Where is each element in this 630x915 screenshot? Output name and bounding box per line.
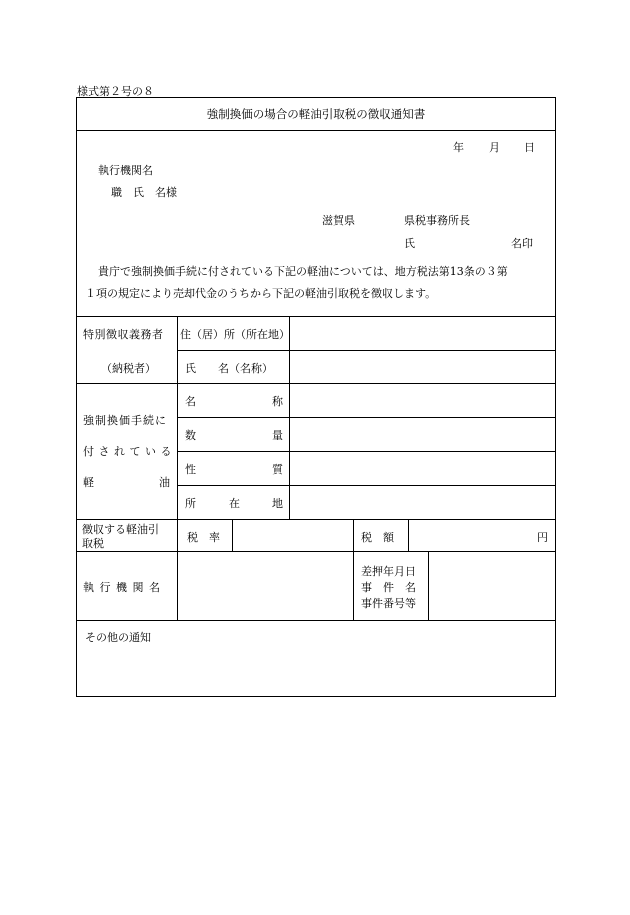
divider [289,316,290,519]
oil-name-left: 名 [185,395,196,408]
oil-location-mid: 在 [229,497,240,510]
oil-section-line-1: 強制換価手続に [83,414,167,427]
date-year: 年 [453,141,464,154]
oil-section-line-2: 付されている [83,445,176,458]
document-title: 強制換価の場合の軽油引取税の徴収通知書 [206,107,426,121]
divider [353,519,354,620]
divider [177,485,556,486]
divider [76,620,556,621]
sender-prefecture: 滋賀県 [322,214,355,227]
name-label: 氏 名（名称） [185,362,273,375]
yen-unit: 円 [537,531,548,544]
oil-qty-left: 数 [185,429,196,442]
collect-label-line-2: 取税 [82,537,104,550]
divider [232,519,233,551]
sender-office: 県税事務所長 [404,214,470,227]
addressee-org: 執行機関名 [98,164,153,177]
addressee-person: 職 氏 名様 [111,186,177,199]
sender-seal: 名印 [511,237,533,250]
tax-rate-label: 税 率 [187,531,220,544]
address-label: 住（居）所（所在地） [180,328,290,341]
divider [428,551,429,620]
case-label-line-1: 差押年月日 [361,565,416,578]
oil-section-line-3b: 油 [159,476,170,489]
agency-label: 執 行 機 関 名 [83,581,161,594]
collect-label-line-1: 徴収する軽油引 [82,523,159,536]
divider [76,383,556,384]
divider [76,519,556,520]
divider [177,417,556,418]
oil-quality-right: 質 [272,463,283,476]
case-label-line-3: 事件番号等 [361,597,416,610]
body-line-1: 貴庁で強制換価手続に付されている下記の軽油については、地方税法第13条の３第 [98,265,508,278]
oil-location-right: 地 [272,497,283,510]
sender-name-label: 氏 [404,237,415,250]
divider [76,316,556,317]
divider [177,316,178,620]
form-number: 様式第２号の８ [77,85,154,98]
date-month: 月 [489,141,500,154]
body-line-2: １項の規定により売却代金のうちから下記の軽油引取税を徴収します。 [85,287,437,300]
oil-section-line-3a: 軽 [83,476,94,489]
divider [76,551,556,552]
oil-quality-left: 性 [185,463,196,476]
date-day: 日 [524,141,535,154]
oil-qty-right: 量 [272,429,283,442]
taxpayer-sublabel: （納税者） [101,362,156,375]
divider [76,130,556,131]
oil-name-right: 称 [272,395,283,408]
divider [177,350,556,351]
taxpayer-label: 特別徴収義務者 [83,328,164,341]
tax-amount-label: 税 額 [361,531,394,544]
divider [408,519,409,551]
divider [177,451,556,452]
case-label-line-2: 事 件 名 [361,581,416,594]
other-notes-label: その他の通知 [85,631,151,644]
oil-location-left: 所 [185,497,196,510]
